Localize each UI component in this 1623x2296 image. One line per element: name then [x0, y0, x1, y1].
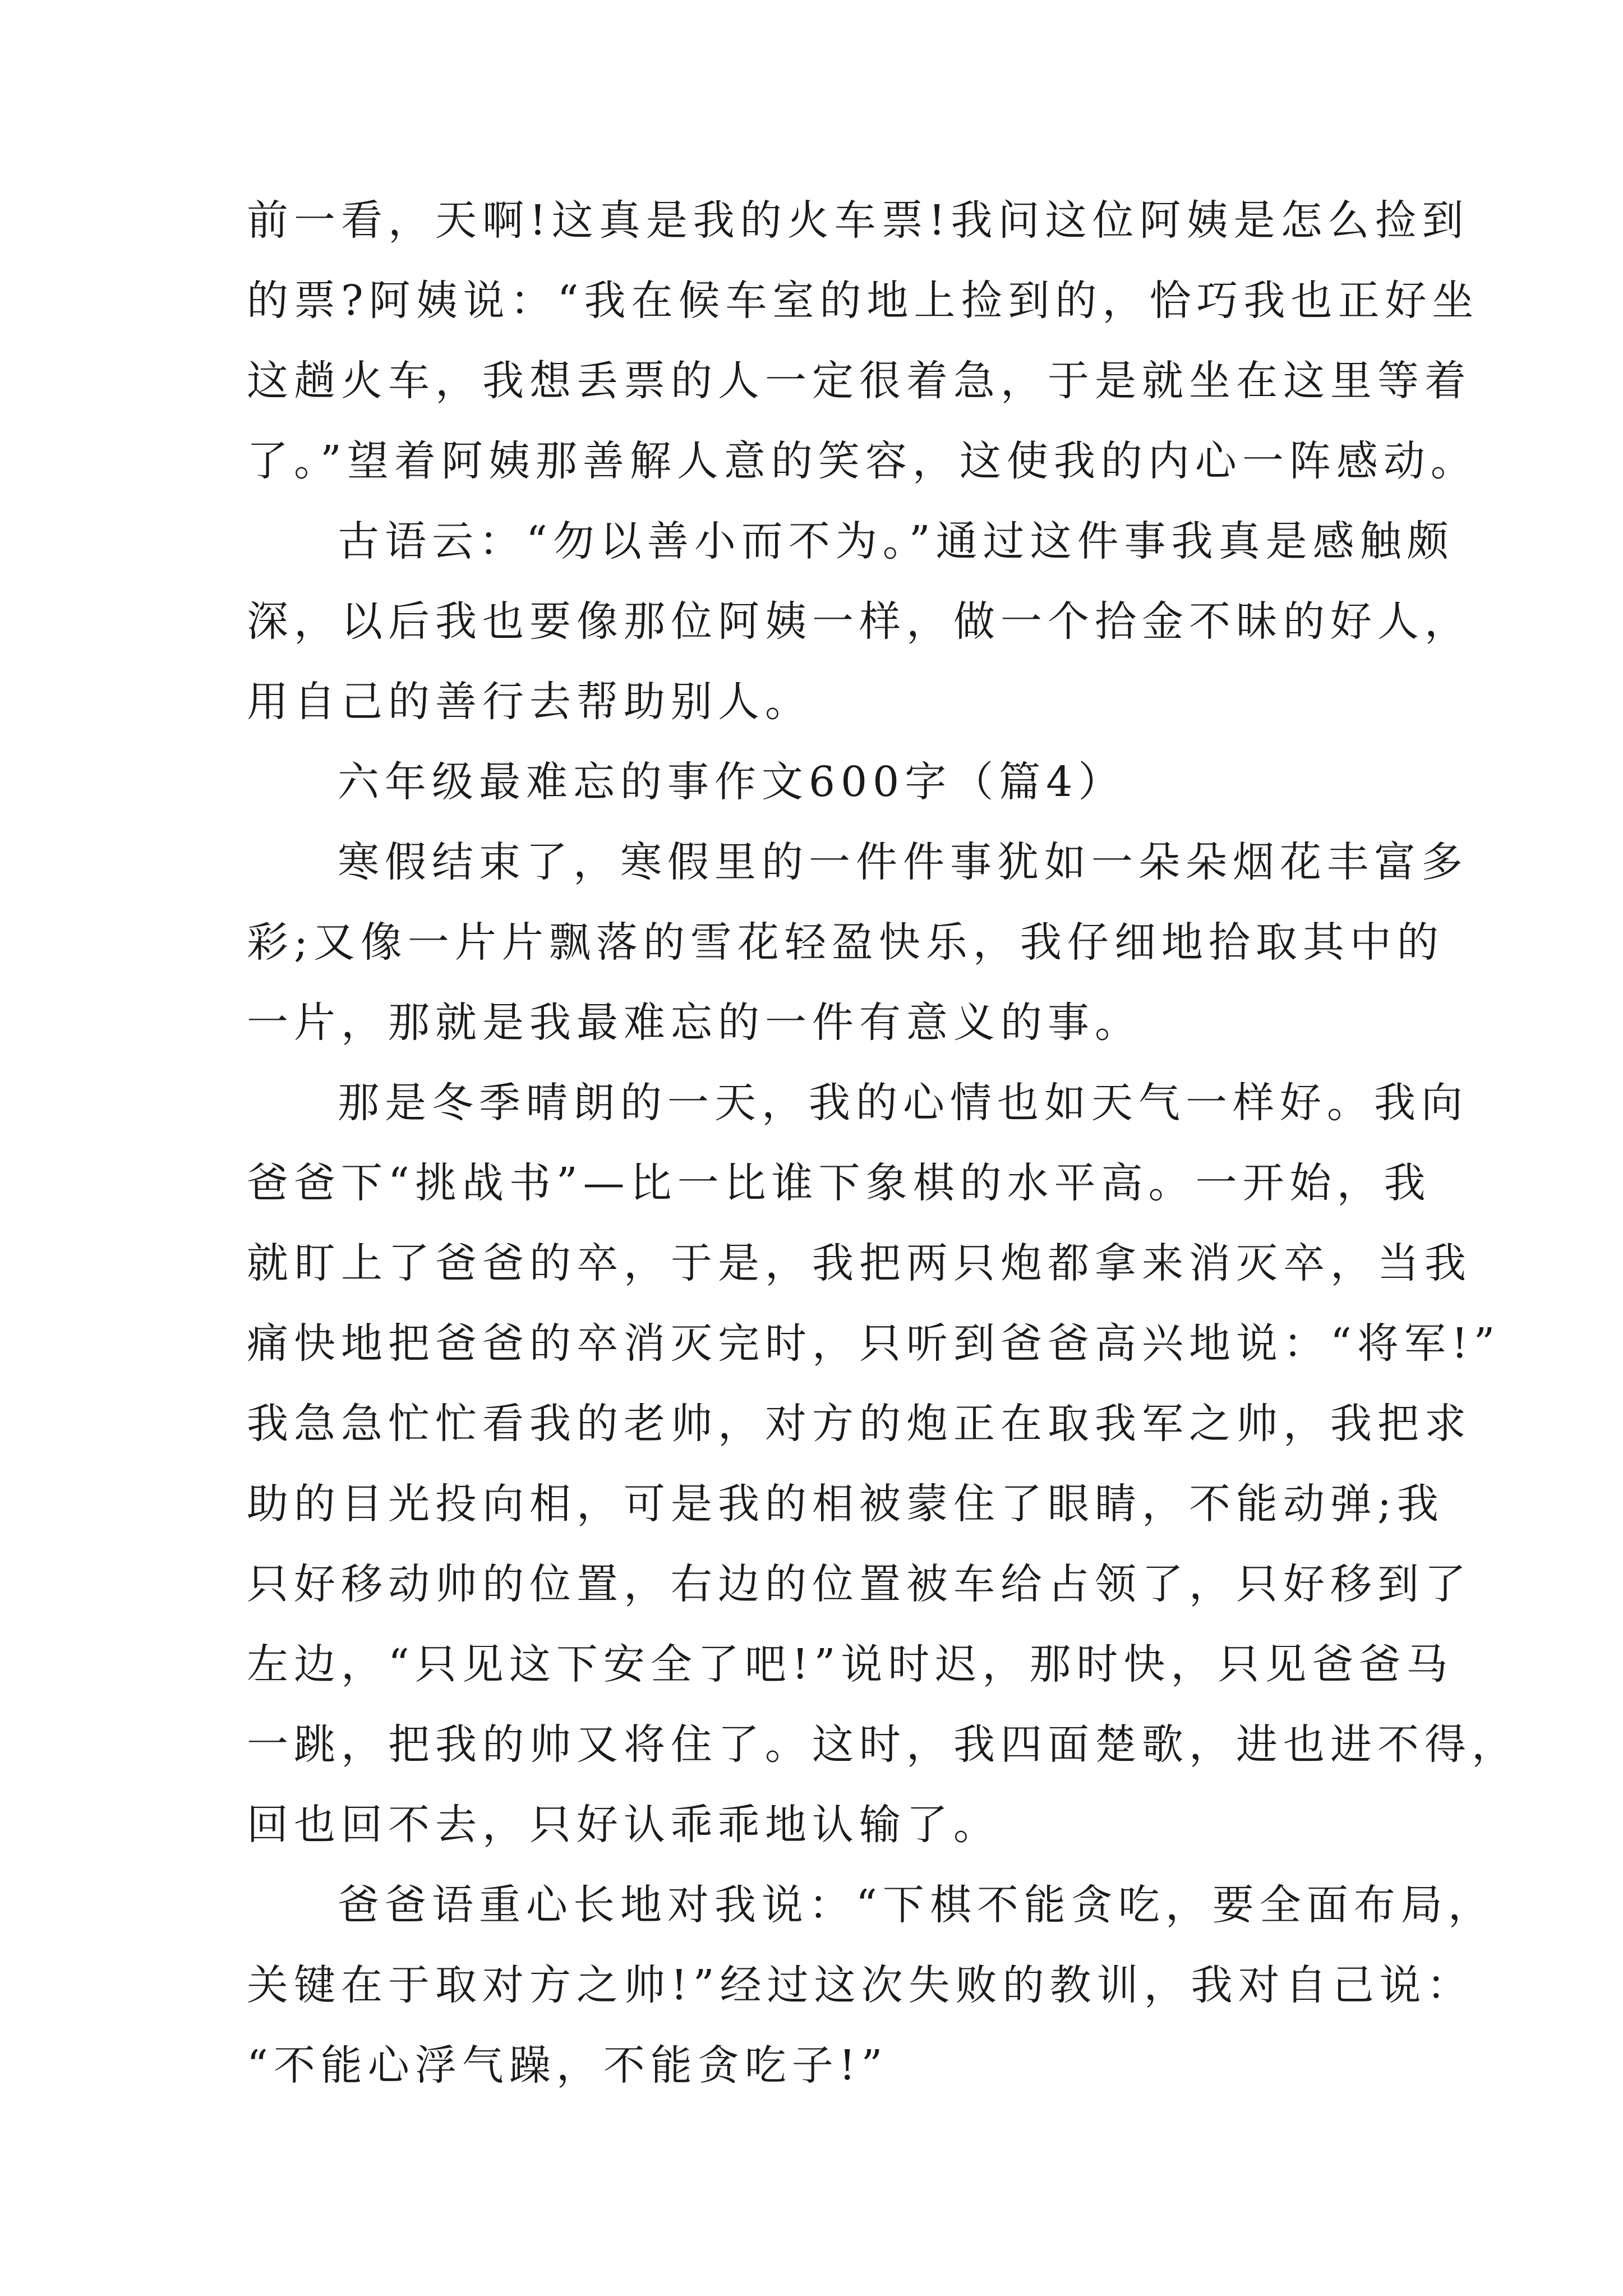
text-line: 寒假结束了，寒假里的一件件事犹如一朵朵烟花丰富多 [338, 838, 1468, 886]
text-line: 就盯上了爸爸的卒，于是，我把两只炮都拿来消灭卒，当我 [247, 1239, 1472, 1287]
text-line: 前一看，天啊!这真是我的火车票!我问这位阿姨是怎么捡到 [247, 196, 1469, 245]
text-line: 关键在于取对方之帅!”经过这次失败的教训，我对自己说： [247, 1961, 1474, 2009]
text-line: “不能心浮气躁，不能贪吃子!” [247, 2041, 888, 2090]
text-line: 助的目光投向相，可是我的相被蒙住了眼睛，不能动弹;我 [247, 1480, 1444, 1528]
text-line: 一片，那就是我最难忘的一件有意义的事。 [247, 999, 1142, 1047]
text-line: 那是冬季晴朗的一天，我的心情也如天气一样好。我向 [338, 1079, 1468, 1127]
text-line: 左边，“只见这下安全了吧!”说时迟，那时快，只见爸爸马 [247, 1640, 1454, 1688]
section-heading: 六年级最难忘的事作文600字（篇4） [338, 758, 1126, 806]
text-line: 彩;又像一片片飘落的雪花轻盈快乐，我仔细地拾取其中的 [247, 918, 1444, 967]
text-line: 的票?阿姨说：“我在候车室的地上捡到的，恰巧我也正好坐 [247, 277, 1479, 325]
text-line: 痛快地把爸爸的卒消灭完时，只听到爸爸高兴地说：“将军!” [247, 1319, 1501, 1368]
text-line: 一跳，把我的帅又将住了。这时，我四面楚歌，进也进不得， [247, 1720, 1519, 1769]
text-line: 回也回不去，只好认乖乖地认输了。 [247, 1801, 1000, 1849]
text-line: 深，以后我也要像那位阿姨一样，做一个拾金不昧的好人， [247, 597, 1472, 646]
text-line: 我急急忙忙看我的老帅，对方的炮正在取我军之帅，我把求 [247, 1400, 1472, 1448]
article-body [247, 181, 1519, 2106]
text-line: 爸爸下“挑战书”—比一比谁下象棋的水平高。一开始，我 [247, 1159, 1431, 1207]
text-line: 这趟火车，我想丢票的人一定很着急，于是就坐在这里等着 [247, 357, 1472, 405]
text-line: 古语云：“勿以善小而不为。”通过这件事我真是感触颇 [338, 517, 1454, 565]
text-line: 用自己的善行去帮助别人。 [247, 678, 812, 726]
text-line: 爸爸语重心长地对我说：“下棋不能贪吃，要全面布局， [338, 1881, 1495, 1929]
text-line: 只好移动帅的位置，右边的位置被车给占领了，只好移到了 [247, 1560, 1472, 1608]
text-line: 了。”望着阿姨那善解人意的笑容，这使我的内心一阵感动。 [247, 437, 1478, 485]
